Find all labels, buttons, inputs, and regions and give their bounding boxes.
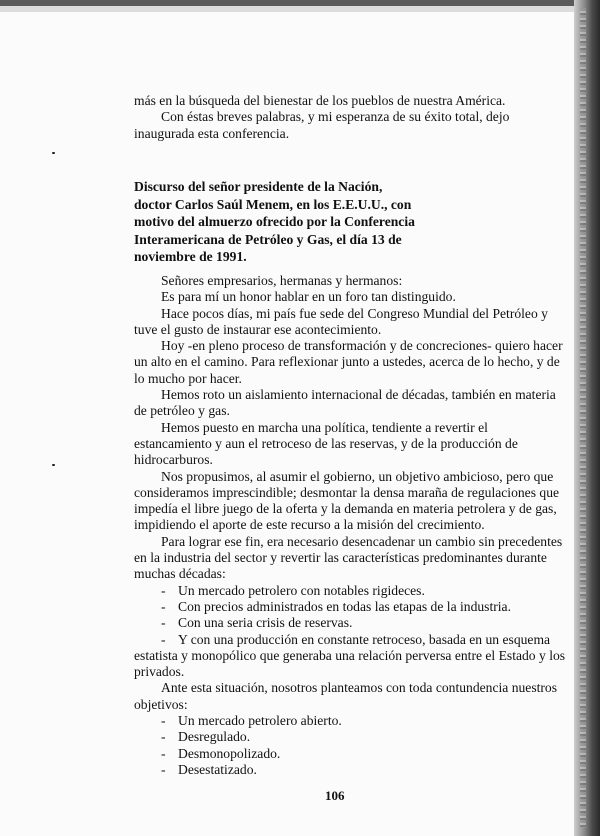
intro-paragraph bbox=[134, 93, 554, 142]
text-line: impidiendo el aporte de este recurso a la misión del crecimiento. bbox=[134, 517, 485, 533]
text-line: privados. bbox=[134, 664, 185, 680]
heading-line: noviembre de 1991. bbox=[134, 249, 247, 264]
scan-speck bbox=[52, 464, 55, 466]
heading-line: motivo del almuerzo ofrecido por la Conferencia bbox=[134, 214, 415, 229]
bullet-item bbox=[134, 746, 554, 762]
text-line: Hemos roto un aislamiento internacional de décadas, también en materia bbox=[161, 387, 556, 403]
text-line: muchas décadas: bbox=[134, 566, 226, 582]
heading-line: Discurso del señor presidente de la Nación, bbox=[134, 179, 383, 194]
bullet-dash: - bbox=[161, 582, 166, 598]
text-line: Hemos puesto en marcha una política, tendiente a revertir el bbox=[161, 419, 488, 435]
bullet-item bbox=[134, 632, 554, 648]
bullet-text: Desmonopolizado. bbox=[178, 745, 281, 761]
text-line: tuve el gusto de instaurar ese acontecimiento. bbox=[134, 321, 382, 337]
bullet-item bbox=[134, 713, 554, 729]
book-spine-edge bbox=[574, 0, 600, 836]
text-line: Hoy -en pleno proceso de transformación y de concreciones- quiero hacer bbox=[161, 338, 563, 354]
text-line: objetivos: bbox=[134, 696, 188, 712]
text-line: Es para mí un honor hablar en un foro tan distinguido. bbox=[161, 289, 456, 305]
bullet-text: Y con una producción en constante retroceso, basada en un esquema bbox=[178, 631, 551, 647]
bullet-text: Un mercado petrolero con notables rigideces. bbox=[178, 582, 425, 598]
text-line: Nos propusimos, al asumir el gobierno, un objetivo ambicioso, pero que bbox=[161, 468, 554, 484]
bullet-dash: - bbox=[161, 761, 166, 777]
text-line: Hace pocos días, mi país fue sede del Congreso Mundial del Petróleo y bbox=[161, 305, 548, 321]
text-line: estatista y monopólico que generaba una relación perversa entre el Estado y los bbox=[134, 647, 566, 663]
heading-line: Interamericana de Petróleo y Gas, el día 13 de bbox=[134, 231, 402, 247]
text-line: lo mucho por hacer. bbox=[134, 370, 242, 386]
bullet-dash: - bbox=[161, 631, 166, 647]
bullet-dash: - bbox=[161, 713, 166, 729]
text-line: de petróleo y gas. bbox=[134, 403, 230, 419]
bullet-item bbox=[134, 599, 554, 615]
text-line: hidrocarburos. bbox=[134, 452, 213, 468]
bullet-text: Desestatizado. bbox=[178, 761, 257, 777]
text-line: consideramos imprescindible; desmontar la densa maraña de regulaciones que bbox=[134, 484, 560, 500]
bullet-item bbox=[134, 615, 554, 631]
heading-line: doctor Carlos Saúl Menem, en los E.E.U.U., con bbox=[134, 196, 412, 212]
text-line: Con éstas breves palabras, y mi esperanza de su éxito total, dejo bbox=[161, 109, 510, 125]
speech-heading bbox=[134, 178, 415, 266]
bullet-item bbox=[134, 762, 554, 778]
text-line: impedía el libre juego de la oferta y la demanda en materia petrolera y de gas, bbox=[134, 501, 557, 517]
bullet-dash: - bbox=[161, 729, 166, 745]
text-line: inaugurada esta conferencia. bbox=[134, 125, 290, 141]
bullet-dash: - bbox=[161, 615, 166, 631]
bullet-item bbox=[134, 583, 554, 599]
bullet-text: Desregulado. bbox=[178, 729, 251, 745]
bullet-dash: - bbox=[161, 598, 166, 614]
text-line: Ante esta situación, nosotros planteamos con toda contundencia nuestros bbox=[161, 680, 558, 696]
text-line: en la industria del sector y revertir las características predominantes durante bbox=[134, 550, 547, 566]
bullet-text: Con precios administrados en todas las etapas de la industria. bbox=[178, 598, 511, 614]
bullet-text: Con una seria crisis de reservas. bbox=[178, 615, 353, 631]
text-line: Señores empresarios, hermanas y hermanos: bbox=[161, 273, 403, 288]
document-page bbox=[0, 6, 574, 836]
text-line: Para lograr ese fin, era necesario desencadenar un cambio sin precedentes bbox=[161, 533, 563, 549]
text-line: más en la búsqueda del bienestar de los pueblos de nuestra América. bbox=[134, 93, 506, 108]
speech-body bbox=[134, 273, 566, 778]
text-line: estancamiento y aun el retroceso de las reservas, y de la producción de bbox=[134, 435, 518, 451]
page-number: 106 bbox=[325, 788, 345, 803]
page-top-shadow bbox=[0, 6, 574, 12]
scan-speck bbox=[52, 152, 55, 154]
text-line: un alto en el camino. Para reflexionar junto a ustedes, acerca de lo hecho, y de bbox=[134, 354, 560, 370]
bullet-item bbox=[134, 729, 554, 745]
bullet-dash: - bbox=[161, 745, 166, 761]
bullet-text: Un mercado petrolero abierto. bbox=[178, 713, 342, 729]
